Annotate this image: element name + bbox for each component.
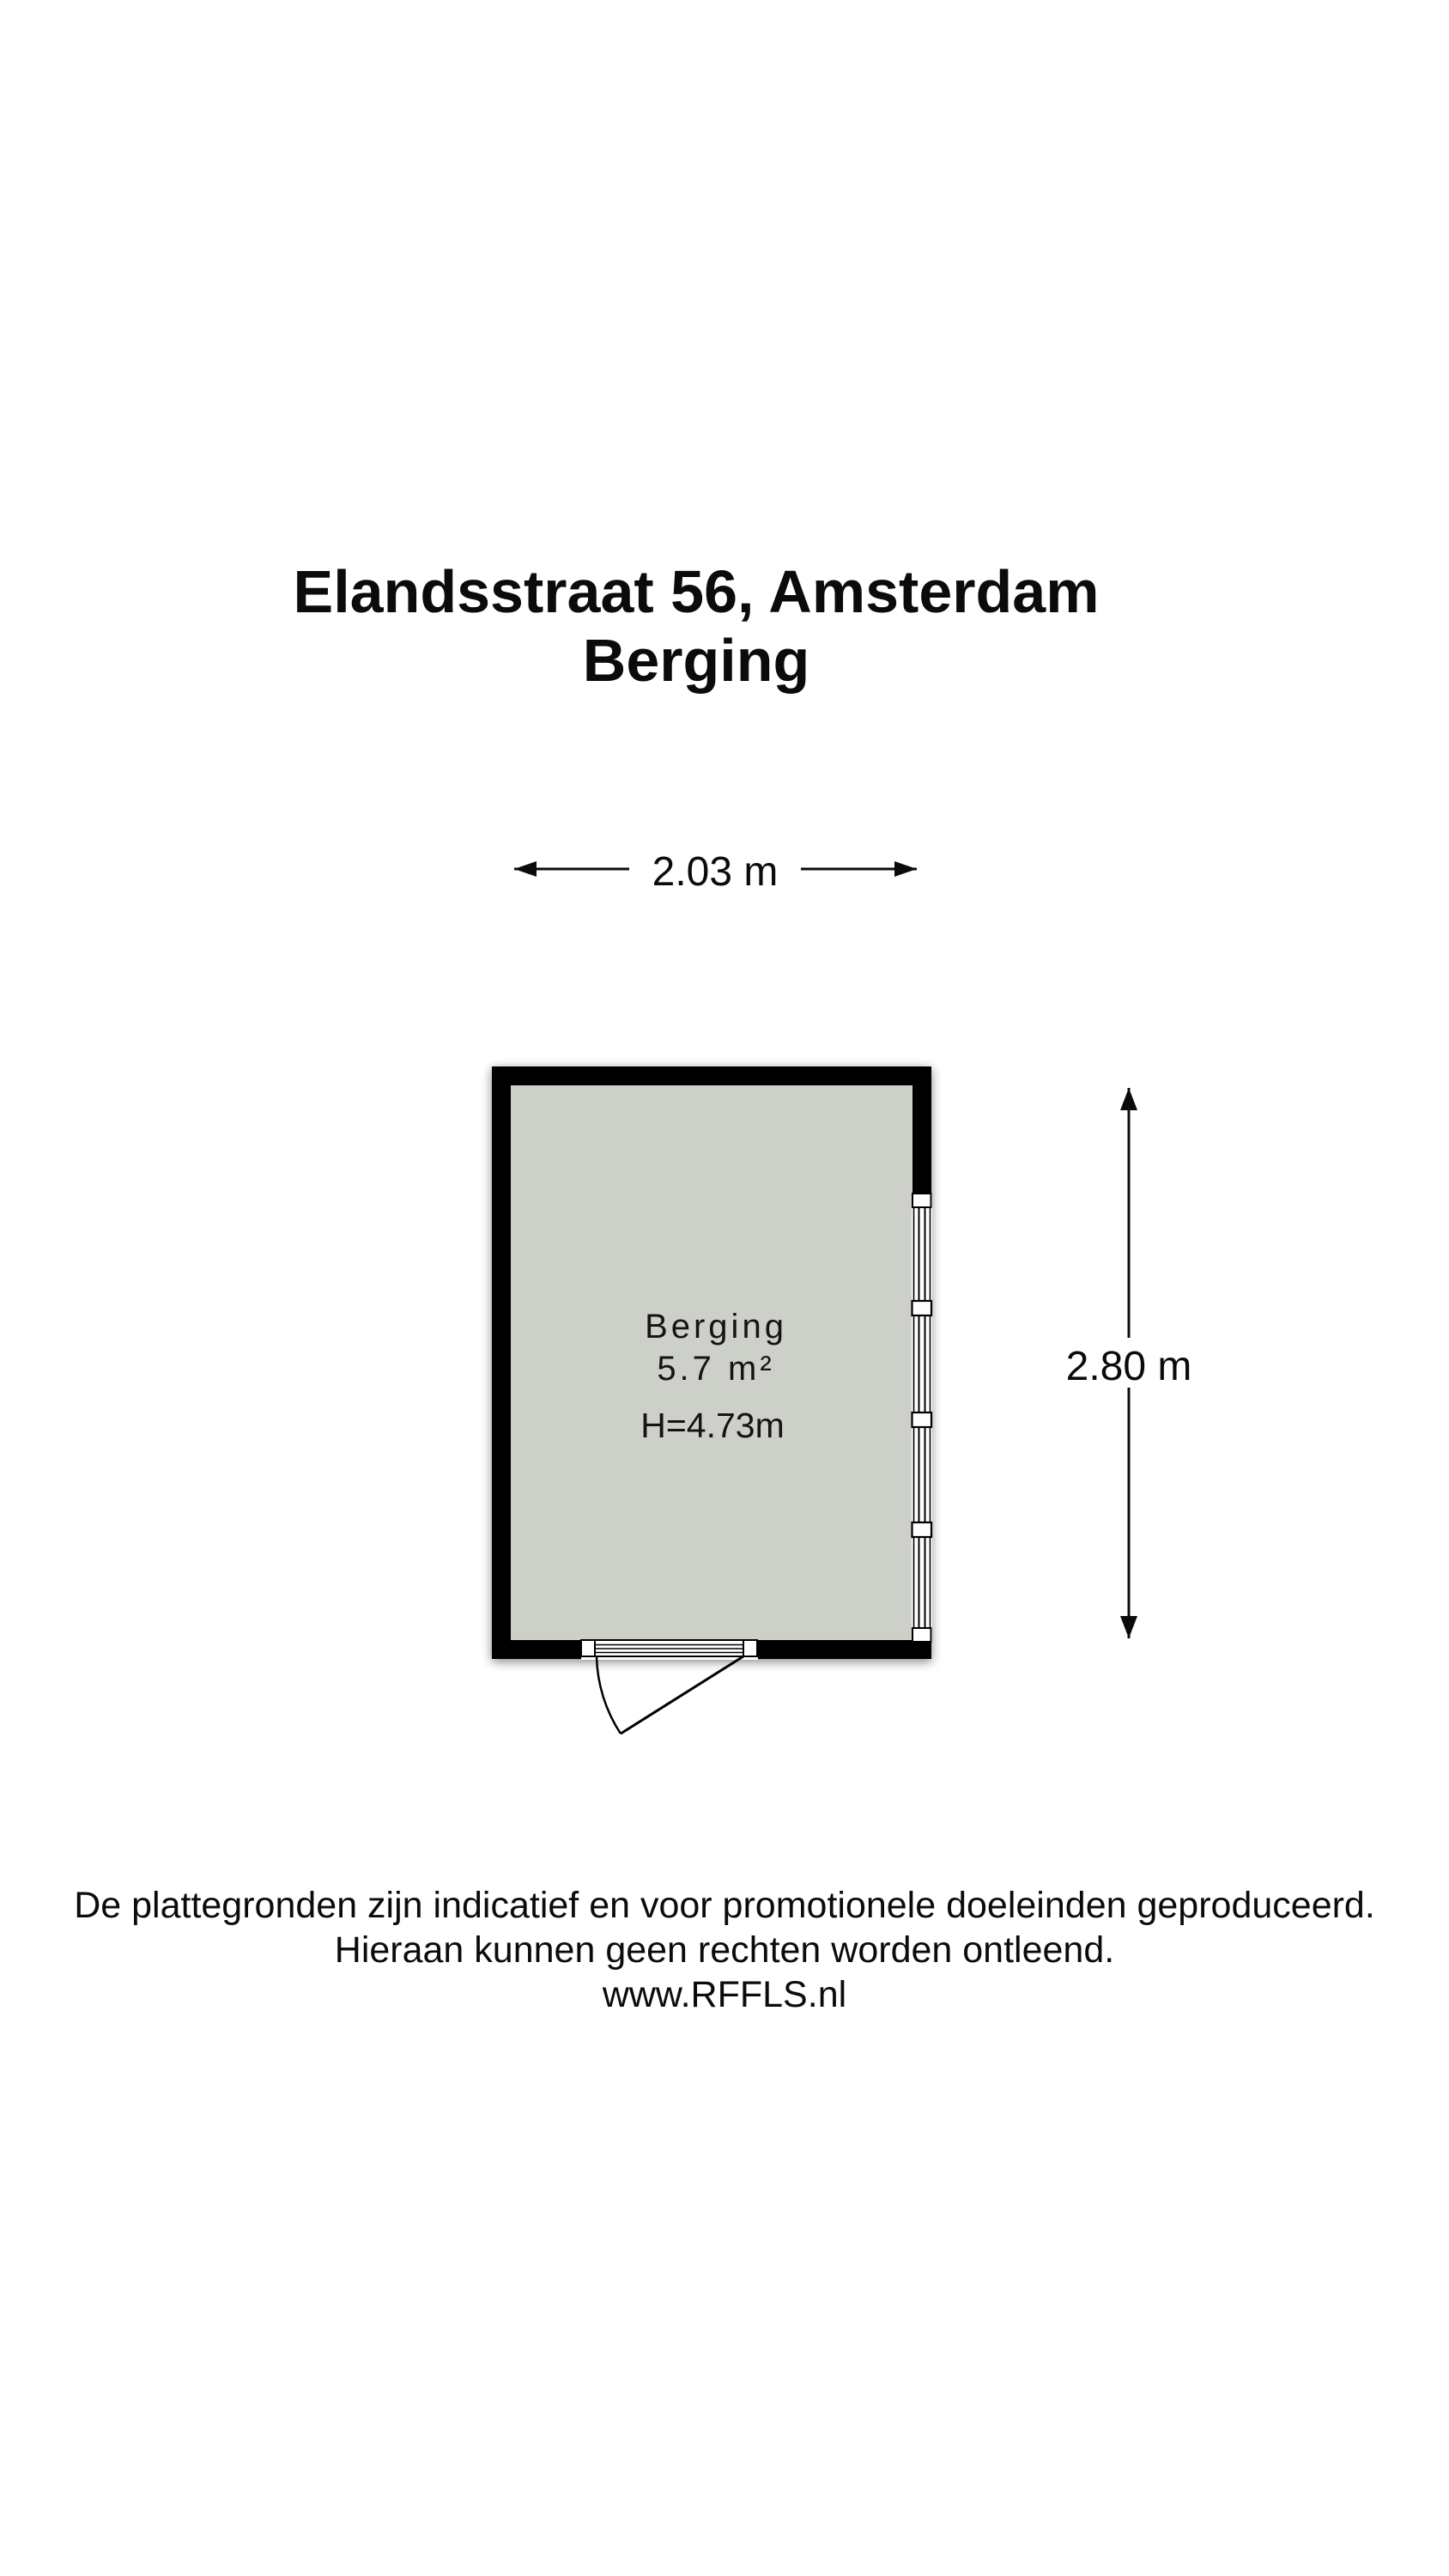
- window-divider-3: [912, 1522, 932, 1537]
- arrow-right-icon: [894, 861, 917, 877]
- room-area-label: 5.7 m²: [657, 1350, 775, 1388]
- door-swing-leaf: [621, 1656, 743, 1734]
- door-swing-arc: [597, 1656, 621, 1734]
- window-sill-bottom: [912, 1628, 931, 1642]
- room-ceiling-height-label: H=4.73m: [640, 1406, 785, 1445]
- window-sill-top: [912, 1194, 931, 1207]
- room-name-label: Berging: [645, 1308, 787, 1346]
- width-dimension-label: 2.03 m: [629, 852, 801, 893]
- title-address: Elandsstraat 56, Amsterdam: [293, 558, 1100, 625]
- door-post-right: [743, 1640, 757, 1656]
- height-dimension-label: 2.80 m: [1043, 1346, 1215, 1388]
- footer: [0, 1883, 1449, 2017]
- footer-disclaimer-line2: Hieraan kunnen geen rechten worden ontleend.: [334, 1929, 1115, 1971]
- footer-disclaimer-line1: De plattegronden zijn indicatief en voor promotionele doeleinden geproduceerd.: [74, 1885, 1375, 1926]
- door: [581, 1640, 757, 1734]
- arrow-left-icon: [514, 861, 537, 877]
- arrow-down-icon: [1120, 1616, 1137, 1638]
- door-post-left: [581, 1640, 595, 1656]
- footer-website-url: www.RFFLS.nl: [602, 1974, 847, 2015]
- arrow-up-icon: [1120, 1088, 1137, 1110]
- title-room: Berging: [582, 627, 810, 694]
